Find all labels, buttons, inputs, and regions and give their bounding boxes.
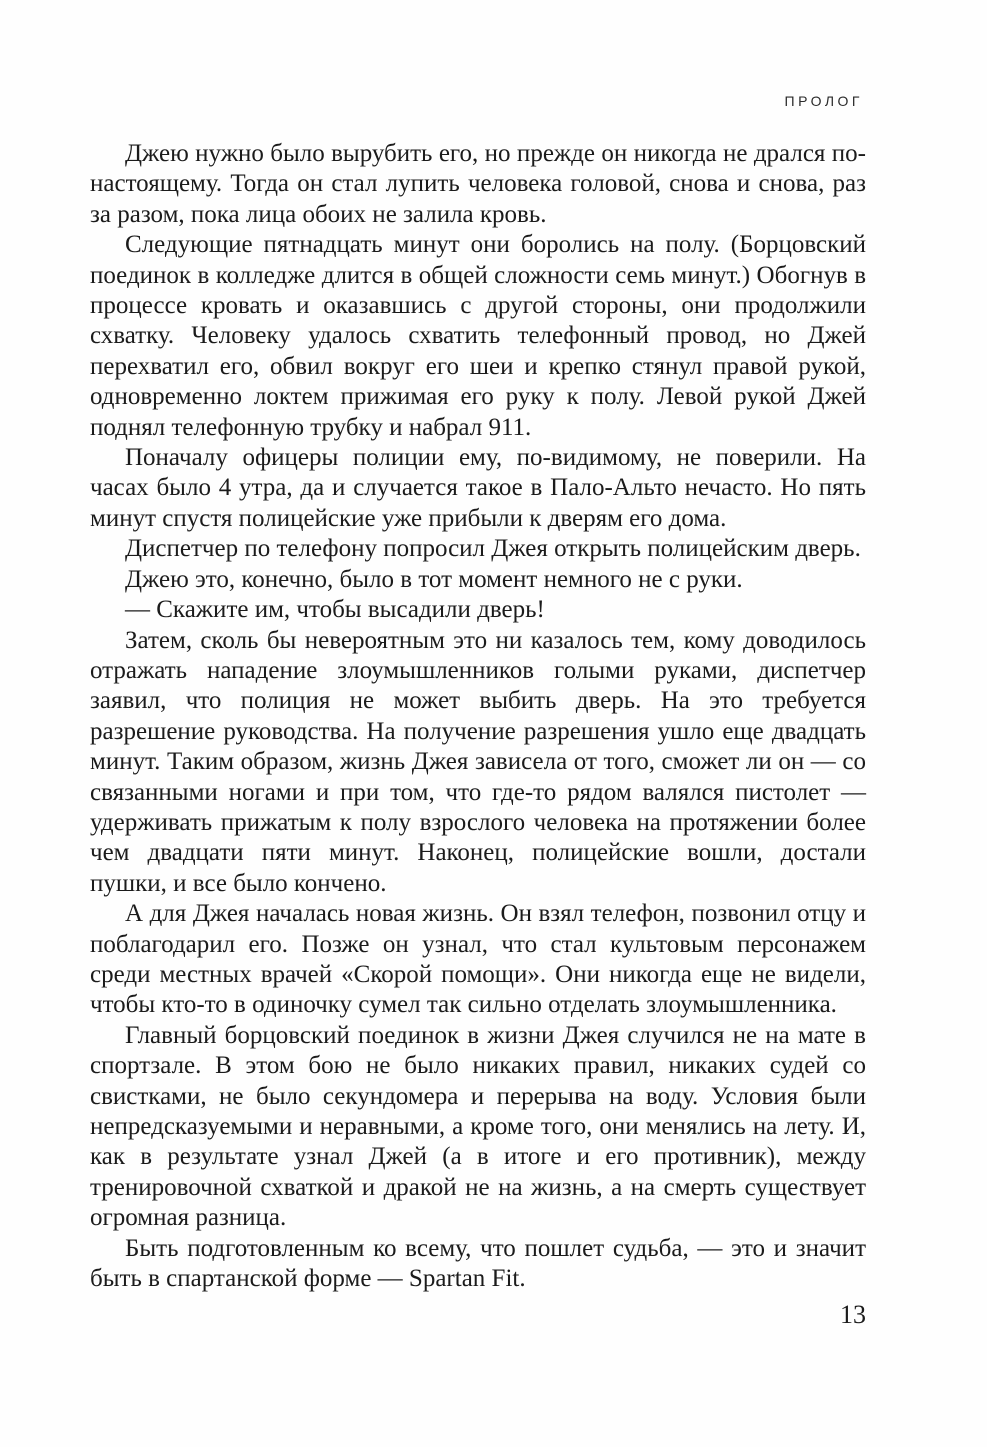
paragraph: Следующие пятнадцать минут они боролись на полу. (Борцовский поединок в колледже длится в общей сложности семь минут.) Обогнув в процессе кровать и оказавшись с другой стороны, они продолжили схватку. Человеку удалось схватить телефонный провод, но Джей перехватил его, обвил вокруг его шеи и крепко стянул правой рукой, одновременно локтем прижимая его руку к полу. Левой рукой Джей поднял телефонную трубку и набрал 911. [90, 231, 866, 441]
paragraph: Затем, сколь бы невероятным это ни казалось тем, кому доводилось отражать нападение злоумышленников голыми руками, диспетчер заявил, что полиция не может выбить дверь. На это требуется разрешение руководства. На получение разрешения ушло еще двадцать минут. Таким образом, жизнь Джея зависела от того, сможет ли он — со связанными ногами и при том, что где-то рядом валялся пистолет — удерживать прижатым к полу взрослого человека на протяжении более чем двадцати пяти минут. Наконец, полицейские вошли, достали пушки, и все было кончено. [90, 626, 866, 897]
paragraph: Джею нужно было вырубить его, но прежде он никогда не дрался по-настоящему. Тогда он стал лупить человека головой, снова и снова, раз за разом, пока лица обоих не залила кровь. [90, 140, 866, 228]
paragraph: Главный борцовский поединок в жизни Джея случился не на мате в спортзале. В этом бою не было никаких правил, никаких судей со свистками, не было секундомера и перерыва на воду. Условия были непредсказуемыми и неравными, а кроме того, они менялись на лету. И, как в результате узнал Джей (а в итоге и его противник), между тренировочной схваткой и дракой не на жизнь, а на смерть существует огромная разница. [90, 1021, 866, 1232]
paragraph: Быть подготовленным ко всему, что пошлет судьба, — это и значит быть в спартанской форме — Spartan Fit. [90, 1234, 866, 1293]
paragraph: Диспетчер по телефону попросил Джея открыть полицейским дверь. [125, 535, 861, 563]
page-body [90, 139, 866, 1294]
paragraph: Поначалу офицеры полиции ему, по-видимому, не поверили. На часах было 4 утра, да и случается такое в Пало-Альто нечасто. Но пять минут спустя полицейские уже прибыли к дверям его дома. [90, 444, 866, 532]
page-number: 13 [840, 1300, 866, 1329]
paragraph: А для Джея началась новая жизнь. Он взял телефон, позвонил отцу и поблагодарил его. Позже он узнал, что стал культовым персонажем среди местных врачей «Скорой помощи». Они никогда еще не видели, чтобы кто-то в одиночку сумел так сильно отделать злоумышленника. [90, 900, 866, 1019]
paragraph: Джею это, конечно, было в тот момент немного не с руки. [125, 565, 743, 593]
running-header: ПРОЛОГ [784, 93, 863, 109]
paragraph-dialogue: — Скажите им, чтобы высадили дверь! [125, 596, 545, 624]
